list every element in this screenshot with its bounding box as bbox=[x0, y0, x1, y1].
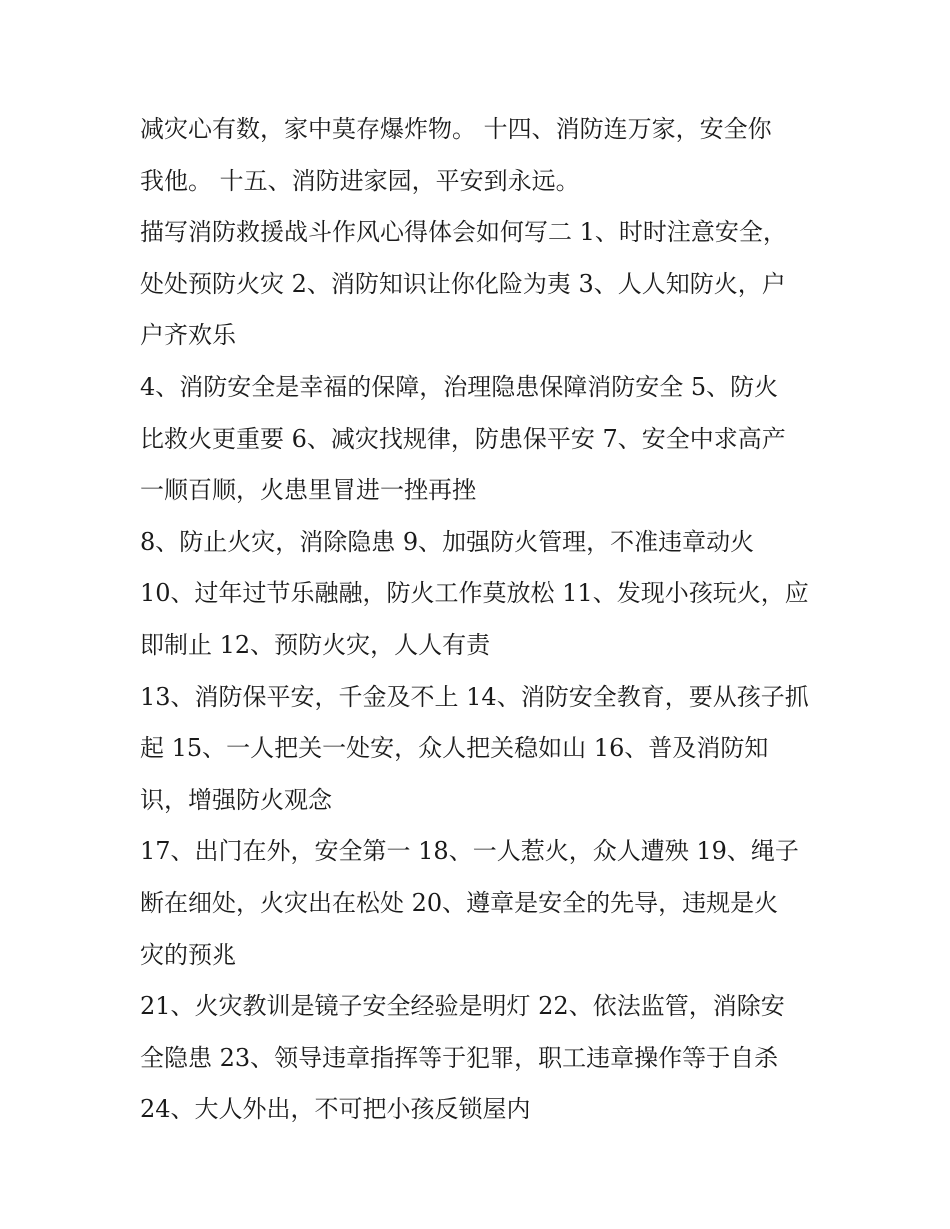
text-line: 描写消防救援战斗作风心得体会如何写二 1、时时注意安全， bbox=[140, 218, 787, 247]
text-line: 全隐患 23、领导违章指挥等于犯罪，职工违章操作等于自杀 bbox=[140, 1043, 779, 1072]
text-line: 24、大人外出，不可把小孩反锁屋内 bbox=[140, 1095, 531, 1124]
text-line: 我他。 十五、消防进家园，平安到永远。 bbox=[140, 166, 580, 195]
text-line: 17、出门在外，安全第一 18、一人惹火，众人遭殃 19、绳子 bbox=[140, 837, 799, 866]
text-line: 减灾心有数，家中莫存爆炸物。 十四、消防连万家，安全你 bbox=[140, 115, 772, 143]
text-line: 比救火更重要 6、减灾找规律，防患保平安 7、安全中求高产 bbox=[140, 424, 786, 453]
text-line: 8、防止火灾，消除隐患 9、加强防火管理，不准违章动火 bbox=[140, 527, 755, 556]
text-line: 13、消防保平安，千金及不上 14、消防安全教育，要从孩子抓 bbox=[140, 682, 809, 711]
text-line: 灾的预兆 bbox=[140, 940, 236, 969]
text-line: 断在细处，火灾出在松处 20、遵章是安全的先导，违规是火 bbox=[140, 888, 779, 917]
body-text bbox=[140, 104, 830, 1136]
text-line: 起 15、一人把关一处安，众人把关稳如山 16、普及消防知 bbox=[140, 734, 769, 763]
text-line: 一顺百顺，火患里冒进一挫再挫 bbox=[140, 476, 476, 505]
text-line: 4、消防安全是幸福的保障，治理隐患保障消防安全 5、防火 bbox=[140, 372, 779, 401]
text-line: 21、火灾教训是镜子安全经验是明灯 22、依法监管，消除安 bbox=[140, 992, 785, 1021]
text-line: 即制止 12、预防火灾，人人有责 bbox=[140, 630, 491, 659]
text-line: 处处预防火灾 2、消防知识让你化险为夷 3、人人知防火，户 bbox=[140, 269, 786, 298]
text-line: 10、过年过节乐融融，防火工作莫放松 11、发现小孩玩火，应 bbox=[140, 579, 809, 608]
text-line: 户齐欢乐 bbox=[140, 321, 236, 350]
text-line: 识，增强防火观念 bbox=[140, 785, 332, 814]
